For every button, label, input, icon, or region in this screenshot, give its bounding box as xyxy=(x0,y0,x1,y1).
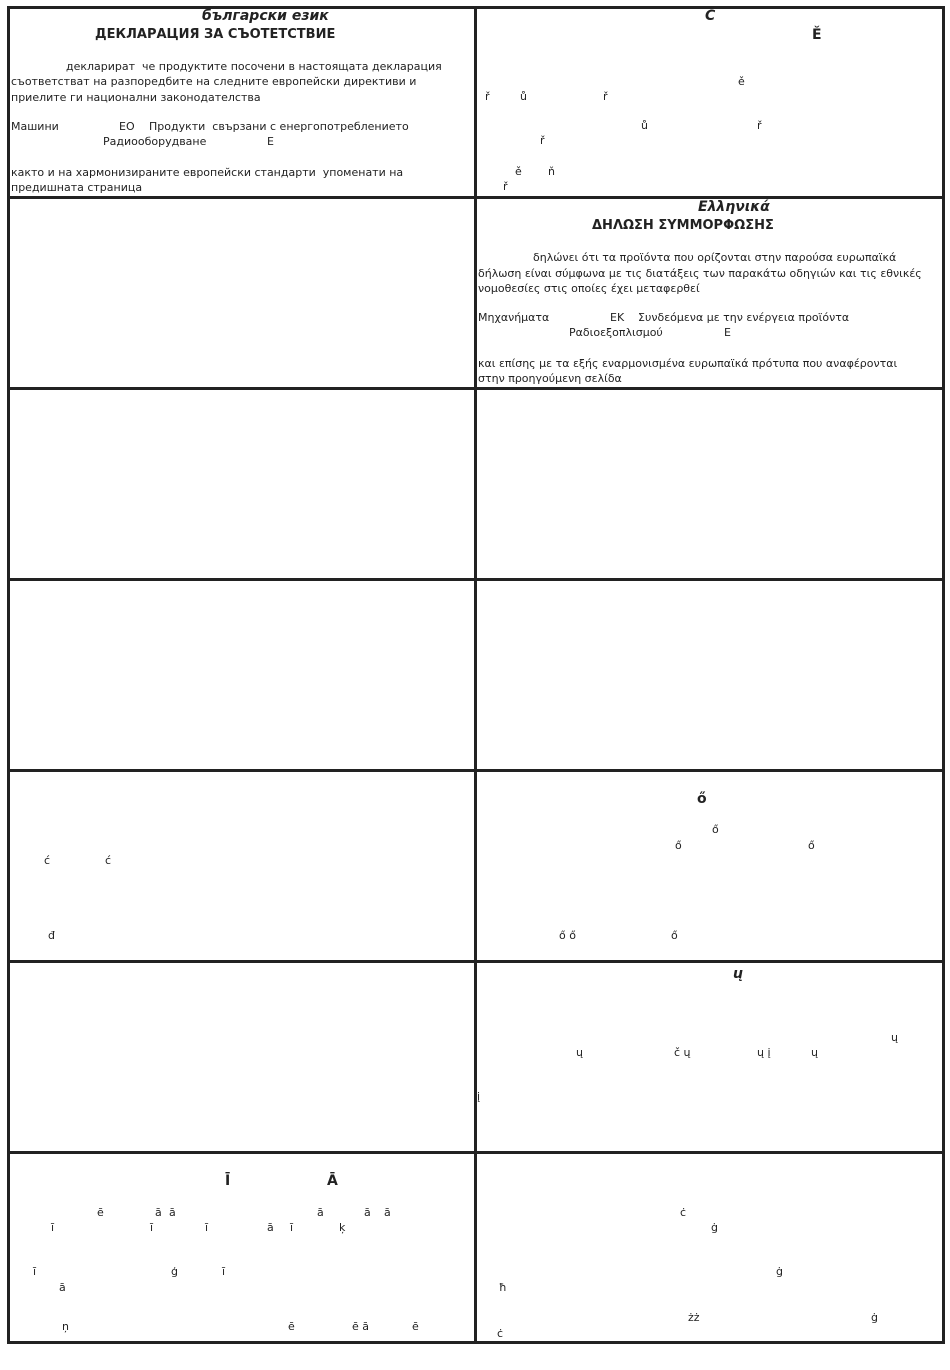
language-title-el: Ελληνικά xyxy=(698,199,770,215)
declaration-heading-el: ΔΗΛΩΣΗ ΣΥΜΜΟΡΦΩΣΗΣ xyxy=(592,218,774,233)
directive-code: Е xyxy=(267,135,274,148)
declaration-heading-bg: ДЕКЛАРАЦИЯ ЗА СЪОТЕТСТВИЕ xyxy=(95,27,336,42)
row-divider xyxy=(7,769,945,772)
paragraph-line: приелите ги национални законодателства xyxy=(11,91,261,104)
glyph: ķ xyxy=(339,1221,346,1234)
paragraph-line: και επίσης με τα εξής εναρμονισμένα ευρωπαϊκά πρότυπα που αναφέρονται xyxy=(478,357,898,370)
glyph: ġ xyxy=(871,1311,878,1324)
directive-label: Продукти свързани с енергопотреблението xyxy=(149,120,409,133)
directive-label: Радиооборудване xyxy=(103,135,207,148)
directive-label: Συνδεόμενα με την ενέργεια προϊόντα xyxy=(638,311,850,324)
glyph: ő xyxy=(671,929,678,942)
glyph: ř xyxy=(503,180,508,193)
glyph: ċ xyxy=(497,1327,504,1340)
language-title-lt: ų xyxy=(733,966,743,982)
directive-label: Μηχανήματα xyxy=(478,311,550,324)
glyph: ā xyxy=(59,1281,66,1294)
glyph: ā xyxy=(169,1206,176,1219)
glyph: đ xyxy=(48,929,55,942)
glyph: ē xyxy=(412,1320,419,1333)
glyph: ő xyxy=(675,839,682,852)
directive-code: Ε xyxy=(724,326,731,339)
declaration-heading-hu: ő xyxy=(697,791,707,807)
paragraph-line: δηλώνει ότι τα προϊόντα που ορίζονται στην παρούσα ευρωπαϊκά xyxy=(533,251,897,264)
glyph: ē ā xyxy=(352,1320,370,1333)
row-divider xyxy=(7,196,945,199)
paragraph-line: съответстват на разпоредбите на следните европейски директиви и xyxy=(11,75,417,88)
glyph: ě xyxy=(738,75,745,88)
glyph: ņ xyxy=(62,1320,69,1333)
glyph: ų xyxy=(891,1031,898,1044)
glyph: ů xyxy=(520,90,527,103)
glyph: ā xyxy=(317,1206,324,1219)
glyph: ī xyxy=(205,1221,209,1234)
row-divider xyxy=(7,960,945,963)
glyph: ů xyxy=(641,119,648,132)
language-title-cs: Ċ xyxy=(705,8,716,24)
glyph: ī xyxy=(51,1221,55,1234)
glyph: ő ő xyxy=(559,929,576,942)
declaration-heading-lv-a: Ī xyxy=(225,1173,231,1189)
glyph: ģ xyxy=(171,1265,178,1278)
glyph: ň xyxy=(548,165,555,178)
glyph: ē xyxy=(97,1206,104,1219)
directive-label: Машини xyxy=(11,120,59,133)
glyph: ř xyxy=(757,119,762,132)
glyph: ā xyxy=(267,1221,274,1234)
glyph: ř xyxy=(603,90,608,103)
glyph: ā xyxy=(364,1206,371,1219)
row-divider xyxy=(7,387,945,390)
glyph: ų xyxy=(576,1046,583,1059)
paragraph-line: στην προηγούμενη σελίδα xyxy=(478,372,622,385)
glyph: ų xyxy=(811,1046,818,1059)
glyph: ā xyxy=(155,1206,162,1219)
glyph: ř xyxy=(540,134,545,147)
glyph: ī xyxy=(290,1221,294,1234)
directive-code: ΕΚ xyxy=(610,311,625,324)
glyph: ā xyxy=(384,1206,391,1219)
glyph: ő xyxy=(808,839,815,852)
glyph: ē xyxy=(288,1320,295,1333)
glyph: ī xyxy=(33,1265,37,1278)
glyph: ħ xyxy=(499,1281,507,1294)
glyph: į xyxy=(477,1090,481,1103)
glyph: ř xyxy=(485,90,490,103)
glyph: ų į xyxy=(757,1046,771,1059)
paragraph-line: предишната страница xyxy=(11,181,143,194)
row-divider xyxy=(7,578,945,581)
directive-label: Ραδιοεξοπλισμού xyxy=(569,326,663,339)
glyph: č ų xyxy=(674,1046,691,1059)
directive-code: ЕО xyxy=(119,120,135,133)
glyph: żż xyxy=(688,1311,700,1324)
declaration-heading-lv-b: Ā xyxy=(327,1173,338,1189)
glyph: ć xyxy=(44,854,51,867)
language-title-bg: български език xyxy=(202,8,329,24)
paragraph-line: декларират че продуктите посочени в настоящата декларация xyxy=(66,60,442,73)
column-divider xyxy=(474,6,477,1344)
declaration-heading-cs: Ě xyxy=(812,27,822,43)
glyph: ě xyxy=(515,165,522,178)
row-divider xyxy=(7,1151,945,1154)
glyph: ī xyxy=(150,1221,154,1234)
glyph: ċ xyxy=(680,1206,687,1219)
glyph: ġ xyxy=(776,1265,783,1278)
paragraph-line: δήλωση είναι σύμφωνα με τις διατάξεις των παρακάτω οδηγιών και τις εθνικές xyxy=(478,267,922,280)
glyph: ć xyxy=(105,854,112,867)
paragraph-line: νομοθεσίες στις οποίες έχει μεταφερθεί xyxy=(478,282,700,295)
glyph: ī xyxy=(222,1265,226,1278)
glyph: ő xyxy=(712,823,719,836)
glyph: ġ xyxy=(711,1221,718,1234)
paragraph-line: както и на хармонизираните европейски стандарти упоменати на xyxy=(11,166,404,179)
